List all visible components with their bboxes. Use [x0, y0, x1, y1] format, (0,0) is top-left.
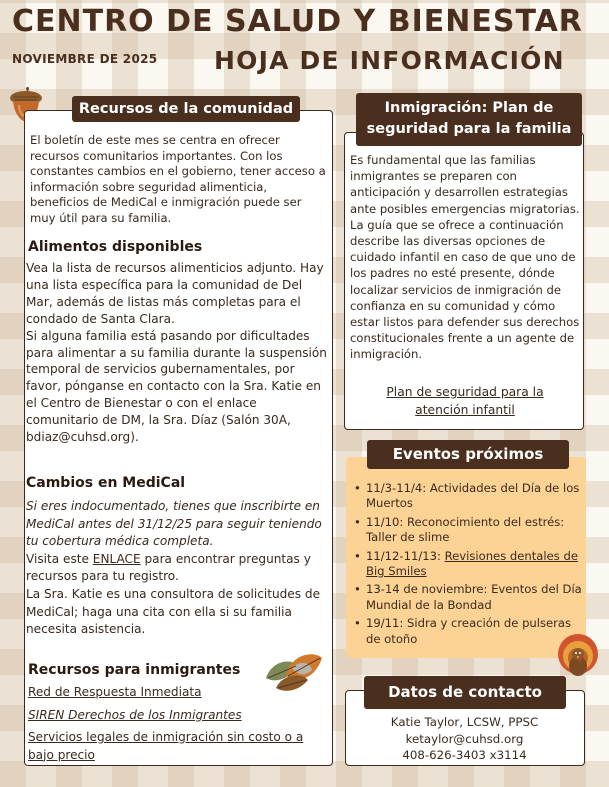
medical-enlace-link[interactable]: ENLACE	[92, 551, 141, 566]
medical-text	[26, 498, 331, 639]
intro-text: El boletín de este mes se centra en ofrecer recursos comunitarios importantes. Con los constantes cambios en el gobierno, tener acceso a información sobre seguridad alimenticia, beneficios de MediCal e inmigración puede ser muy útil para su familia.	[30, 133, 326, 225]
events-heading: Eventos próximos	[367, 440, 569, 469]
event-item: • 11/3-11/4: Actividades del Día de los Muertos	[352, 481, 582, 512]
event-dental-date: 11/12-11/13:	[366, 548, 445, 563]
medical-deadline-notice: Si eres indocumentado, tienes que inscribirte en MediCal antes del 31/12/25 para seguir teniendo tu cobertura médica completa.	[26, 499, 322, 549]
immigration-box	[344, 132, 584, 430]
legal-services-link[interactable]: Servicios legales de inmigración sin costo o a bajo precio	[28, 730, 304, 762]
rapid-response-link[interactable]: Red de Respuesta Inmediata	[28, 685, 202, 699]
child-care-plan-link[interactable]: Plan de seguridad para la atención infantil	[386, 385, 544, 417]
siren-link[interactable]: SIREN Derechos de los Inmigrantes	[28, 707, 242, 722]
food-heading: Alimentos disponibles	[28, 239, 203, 255]
food-text	[26, 260, 331, 446]
food-paragraph-1: Vea la lista de recursos alimenticios adjunto. Hay una lista específica para la comunidad de Del Mar, además de listas más completas para el condado de Santa Clara.	[26, 261, 324, 326]
contact-name: Katie Taylor, LCSW, PPSC	[390, 715, 539, 729]
community-resources-heading: Recursos de la comunidad	[72, 96, 300, 122]
medical-heading: Cambios en MediCal	[26, 475, 186, 491]
contact-details	[346, 714, 583, 764]
event-item: • 13-14 de noviembre: Eventos del Día Mundial de la Bondad	[352, 582, 582, 613]
turkey-eye-right	[579, 652, 581, 654]
page-subtitle: HOJA DE INFORMACIÓN	[214, 46, 565, 75]
contact-email: ketaylor@cuhsd.org	[405, 731, 524, 746]
dental-checkups-link[interactable]: Revisiones dentales de Big Smiles	[366, 548, 578, 579]
event-item: • 19/11: Sidra y creación de pulseras de otoño	[352, 616, 582, 647]
contact-heading: Datos de contacto	[364, 676, 566, 709]
immigrant-links	[28, 684, 328, 764]
autumn-leaves-icon	[262, 648, 326, 694]
immigration-body: Es fundamental que las familias inmigrantes se preparen con anticipación y desarrollen estrategias ante posibles emergencias migratorias. La guía que se ofrece a continuación describe las diversas opciones de cuidado infantil en caso de que uno de los padres no esté presente, dónde localizar servicios de inmigración de confianza en su comunidad y cómo estar listos para defender sus derechos constitucionales frente a un agente de inmigración.	[350, 153, 580, 362]
events-box	[346, 457, 586, 658]
contact-phone: 408-626-3403 x3114	[402, 748, 527, 762]
immigrant-resources-heading: Recursos para inmigrantes	[28, 662, 241, 678]
turkey-eye-left	[575, 652, 577, 654]
medical-paragraph-2: La Sra. Katie es una consultora de solicitudes de MediCal; haga una cita con ella si su familia necesita asistencia.	[26, 586, 321, 637]
medical-visit-text	[26, 551, 331, 586]
medical-visit-post: para encontrar preguntas y recursos para tu registro.	[26, 551, 311, 584]
event-item	[352, 549, 582, 580]
immigration-heading: Inmigración: Plan de seguridad para la familia	[356, 93, 582, 146]
medical-visit-pre: Visita este	[26, 551, 93, 566]
events-list	[352, 481, 582, 650]
page-title: CENTRO DE SALUD Y BIENESTAR	[12, 4, 583, 39]
issue-date: NOVIEMBRE DE 2025	[12, 52, 158, 66]
turkey-icon	[552, 632, 604, 682]
event-item: • 11/10: Reconocimiento del estrés: Taller de slime	[352, 515, 582, 546]
food-paragraph-2: Si alguna familia está pasando por dificultades para alimentar a su familia durante la suspensión temporal de servicios gubernamentales, por favor, pónganse en contacto con la Sra. Katie en el Centro de Bienestar o con el enlace comunitario de DM, la Sra. Díaz (Salón 30A, bdiaz@cuhsd.org).	[26, 328, 327, 445]
